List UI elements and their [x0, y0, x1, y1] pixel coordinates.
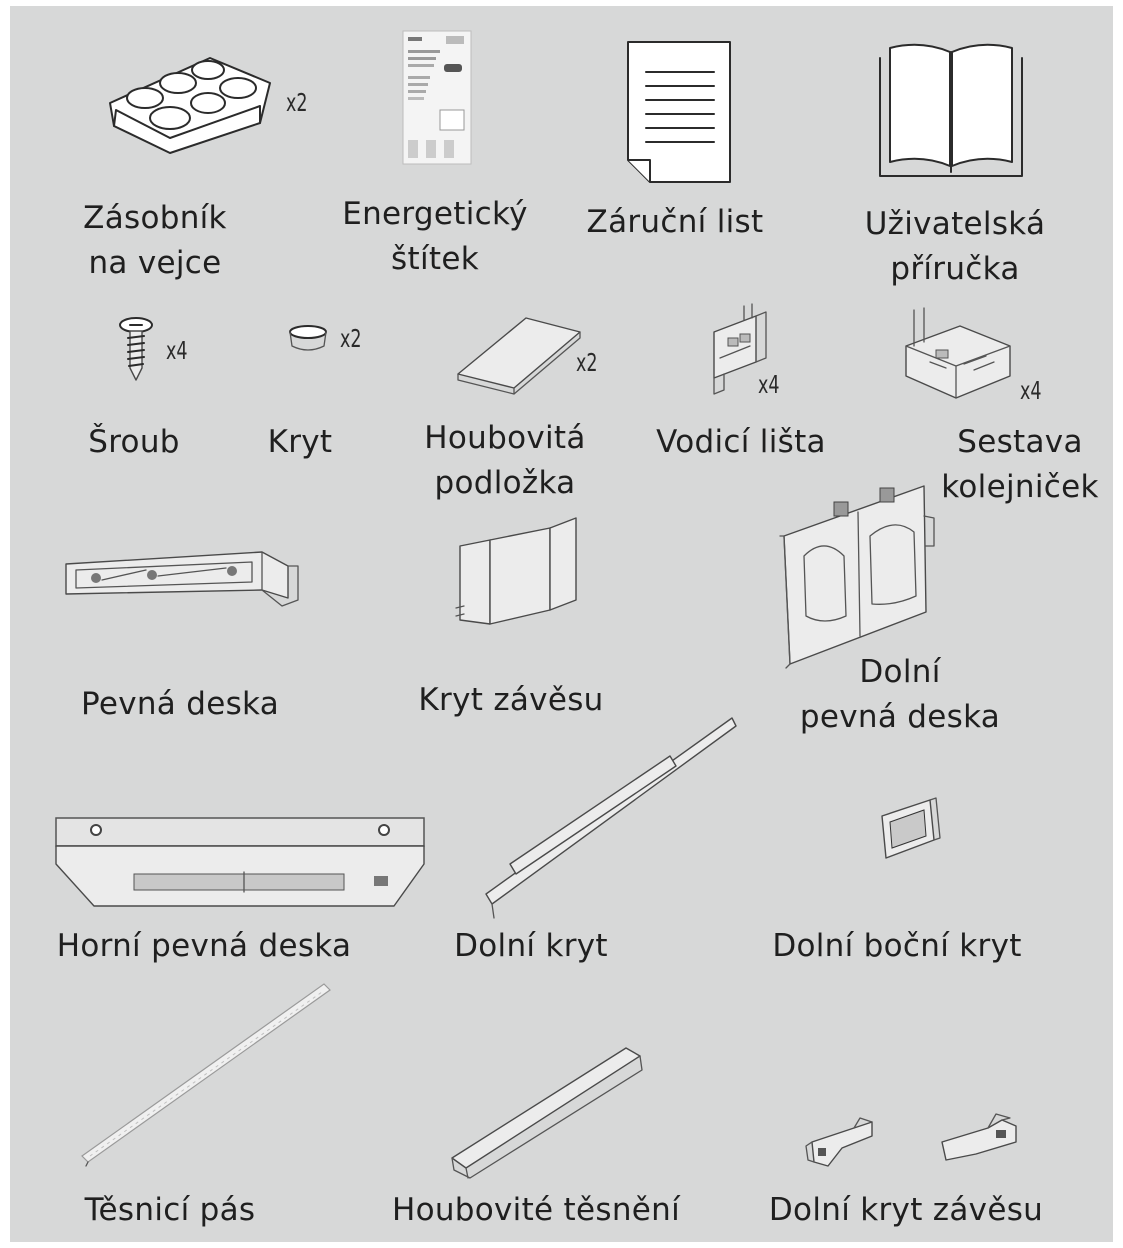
sponge-pad-qty: x2: [576, 348, 598, 377]
manual-label: Uživatelská příručka: [864, 206, 1046, 287]
guide-rail-qty: x4: [758, 370, 780, 399]
hinge-cover-label: Kryt závěsu: [418, 682, 604, 718]
screw-label: Šroub: [88, 424, 180, 460]
sponge-pad-label: Houbovitá podložka: [424, 420, 586, 501]
upper-fixed-plate-icon: [54, 814, 428, 914]
sealing-strip-icon: [72, 978, 336, 1168]
sealing-strip-label: Těsnicí pás: [84, 1192, 256, 1228]
fixed-plate-label: Pevná deska: [80, 686, 280, 722]
lower-side-cover-label: Dolní boční kryt: [772, 928, 1022, 964]
egg-tray-label: Zásobník na vejce: [83, 200, 227, 281]
lower-hinge-cover-icon-left: [802, 1116, 882, 1172]
lower-side-cover-icon: [874, 796, 944, 862]
lower-cover-icon: [470, 712, 740, 922]
fixed-plate-icon: [62, 542, 302, 612]
screw-qty: x4: [166, 336, 188, 365]
lower-cover-label: Dolní kryt: [454, 928, 608, 964]
lower-hinge-cover-label: Dolní kryt závěsu: [768, 1192, 1044, 1228]
energy-label-icon: [402, 30, 472, 165]
egg-tray-icon: [100, 48, 280, 158]
guide-rail-label: Vodicí lišta: [656, 424, 826, 460]
screw-icon: [116, 316, 156, 386]
cap-qty: x2: [340, 324, 362, 353]
sponge-seal-icon: [446, 1042, 646, 1182]
upper-fixed-plate-label: Horní pevná deska: [56, 928, 352, 964]
book-icon: [876, 40, 1026, 180]
warranty-sheet-icon: [622, 38, 737, 186]
warranty-label: Záruční list: [586, 204, 764, 240]
lower-fixed-plate-label: Dolní pevná deska: [799, 654, 1001, 735]
cap-label: Kryt: [267, 424, 333, 460]
lower-hinge-cover-icon-right: [936, 1112, 1022, 1168]
accessories-sheet: [10, 6, 1113, 1242]
cap-icon: [286, 324, 330, 354]
egg-tray-qty: x2: [286, 88, 308, 117]
sponge-pad-icon: [454, 312, 584, 394]
energy-label-label: Energetický štítek: [342, 196, 528, 277]
lower-fixed-plate-icon: [774, 476, 944, 676]
slide-assembly-qty: x4: [1020, 376, 1042, 405]
sponge-seal-label: Houbovité těsnění: [391, 1192, 681, 1228]
slide-assembly-icon: [900, 306, 1020, 404]
hinge-cover-icon: [450, 512, 590, 630]
slide-assembly-label: Sestava kolejniček: [941, 424, 1099, 505]
